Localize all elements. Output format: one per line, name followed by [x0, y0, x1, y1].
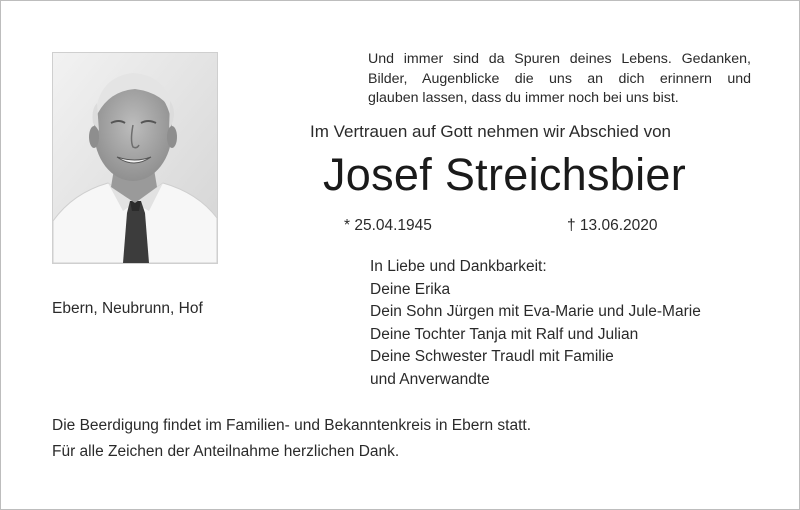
deceased-name: Josef Streichsbier	[323, 149, 687, 200]
mourners-list	[370, 256, 701, 392]
birth-date: * 25.04.1945	[344, 217, 432, 234]
funeral-info-line: Die Beerdigung findet im Familien- und Bekanntenkreis in Ebern statt.	[52, 417, 532, 434]
mourner-entry: Deine Schwester Traudl mit Familie	[370, 348, 614, 366]
mourner-entry: Dein Sohn Jürgen mit Eva-Marie und Jule-Marie	[370, 303, 701, 321]
mourners-heading: In Liebe und Dankbarkeit:	[370, 258, 547, 275]
quote-line: glauben lassen, dass du immer noch bei uns bist.	[368, 90, 679, 106]
portrait-photo	[52, 52, 218, 264]
mourner-entry: Deine Tochter Tanja mit Ralf und Julian	[370, 325, 639, 343]
funeral-notice	[52, 413, 531, 465]
residence-places: Ebern, Neubrunn, Hof	[52, 300, 203, 317]
memorial-quote	[368, 50, 751, 109]
thanks-line: Für alle Zeichen der Anteilnahme herzlichen Dank.	[52, 443, 400, 460]
quote-line: Und immer sind da Spuren deines Lebens. Gedanken,	[368, 51, 751, 67]
quote-line: Bilder, Augenblicke die uns an dich erinnern und	[368, 70, 751, 87]
farewell-intro: Im Vertrauen auf Gott nehmen wir Abschied von	[310, 122, 671, 141]
death-date: † 13.06.2020	[567, 217, 658, 234]
mourner-entry: Deine Erika	[370, 280, 451, 298]
mourner-entry: und Anverwandte	[370, 370, 490, 388]
